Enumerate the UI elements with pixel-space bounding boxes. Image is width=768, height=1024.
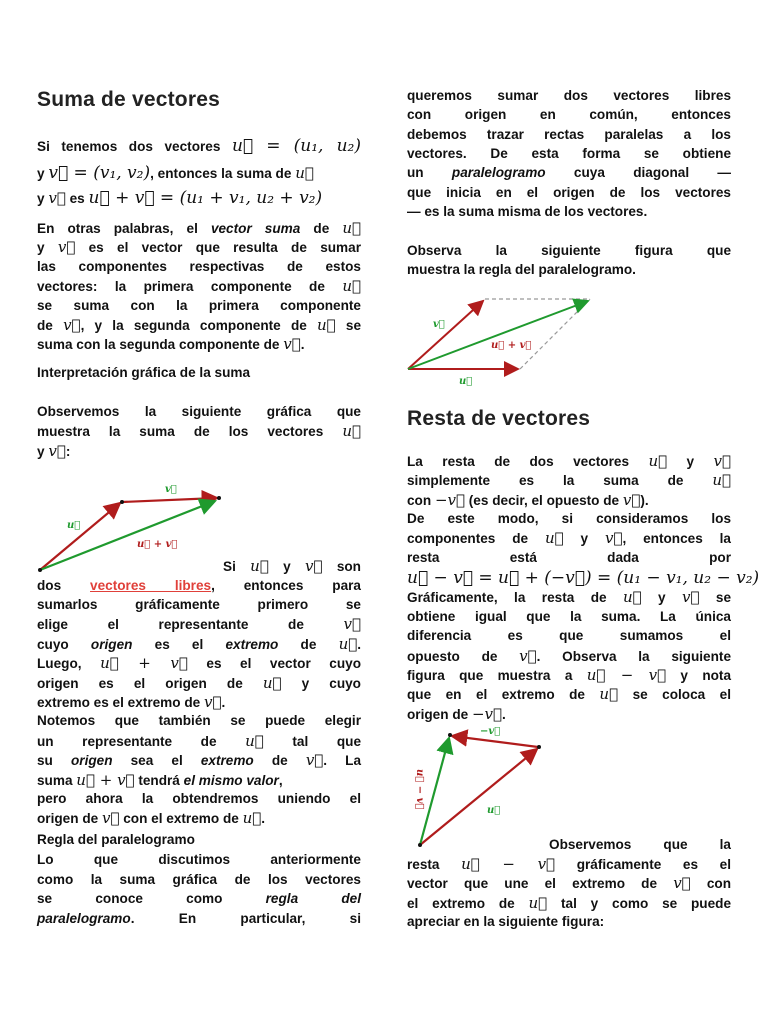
paragraph-line: debemos trazar rectas paralelas a los <box>407 127 731 142</box>
paragraph-line: vectores: la primera componente de u⃗ <box>37 277 361 295</box>
paragraph-line: cuyo origen es el extremo de u⃗. <box>37 635 362 653</box>
paragraph-line: Luego, u⃗ + v⃗ es el vector cuyo <box>37 654 361 672</box>
math-u-def: u⃗ = (u₁, u₂) <box>231 136 361 156</box>
paragraph-line: Observemos que la <box>549 837 731 852</box>
paragraph-line: muestra la suma de los vectores u⃗ <box>37 422 361 440</box>
paragraph-line: apreciar en la siguiente figura: <box>407 914 605 929</box>
subtitle-paralelogramo: Regla del paralelogramo <box>37 832 195 847</box>
vector-sum-figure <box>37 470 237 580</box>
fig3-label-negv: −v⃗ <box>480 726 501 737</box>
math-v-def: v⃗ = (v₁, v₂) <box>48 163 151 183</box>
paragraph-line: Observemos la siguiente gráfica que <box>37 404 361 419</box>
paragraph-line: vectores. De esta forma se obtiene <box>407 146 731 161</box>
paragraph-line: suma u⃗ + v⃗ tendrá el mismo valor, <box>37 771 283 789</box>
paragraph-line: resta está dada por <box>407 550 731 565</box>
paragraph-line: diferencia es que sumamos el <box>407 628 731 643</box>
paragraph-line: Si tenemos dos vectores u⃗ = (u₁, u₂) <box>37 136 361 156</box>
vectores-libres-link[interactable]: vectores libres <box>90 578 212 593</box>
paragraph-line: se suma con la primera componente <box>37 298 361 313</box>
paragraph-line: origen de −v⃗. <box>407 705 506 723</box>
paragraph-line: En otras palabras, el vector suma de u⃗ <box>37 219 362 237</box>
paragraph-line: de v⃗, y la segunda componente de u⃗ se <box>37 316 362 334</box>
paragraph-line: con −v⃗ (es decir, el opuesto de v⃗). <box>407 491 649 509</box>
paragraph-line: pero ahora la obtendremos uniendo el <box>37 791 361 806</box>
parallelogram-figure <box>407 290 607 390</box>
math-resta-def: u⃗ − v⃗ = u⃗ + (−v⃗) = (u₁ − v₁, u₂ − v₂) <box>407 568 760 588</box>
paragraph-line: muestra la regla del paralelogramo. <box>407 262 636 277</box>
vector-u-arrow <box>40 503 120 570</box>
paragraph-line: que en el extremo de u⃗ se coloca el <box>407 685 732 703</box>
paragraph-line: La resta de dos vectores u⃗ y v⃗ <box>407 452 731 470</box>
paragraph-line: elige el representante de v⃗ <box>37 615 361 633</box>
subtitle-interpretacion: Interpretación gráfica de la suma <box>37 365 251 380</box>
paragraph-line: vector que une el extremo de v⃗ con <box>407 874 732 892</box>
fig1-label-u: u⃗ <box>67 520 81 531</box>
fig2-label-v: v⃗ <box>433 319 445 330</box>
parallel-line-right <box>520 299 590 369</box>
paragraph-line: extremo es el extremo de v⃗. <box>37 693 226 711</box>
paragraph-line: dos vectores libres, entonces para <box>37 578 361 593</box>
fig1-label-v: v⃗ <box>165 484 177 495</box>
paragraph-line: componentes de u⃗ y v⃗, entonces la <box>407 529 731 547</box>
paragraph-line: simplemente es la suma de u⃗ <box>407 471 731 489</box>
fig3-label-u: u⃗ <box>487 805 501 816</box>
paragraph-line: un representante de u⃗ tal que <box>37 732 362 750</box>
paragraph-line: queremos sumar dos vectores libres <box>407 88 731 103</box>
paragraph-line: opuesto de v⃗. Observa la siguiente <box>407 647 732 665</box>
fig2-label-u: u⃗ <box>459 376 473 387</box>
vector-sum-arrow <box>408 301 588 369</box>
paragraph-line: con origen en común, entonces <box>407 107 731 122</box>
vector-u-arrow <box>420 749 537 845</box>
paragraph-line: paralelogramo. En particular, si <box>37 911 361 926</box>
paragraph-line: un paralelogramo cuya diagonal — <box>407 165 731 180</box>
paragraph-line: origen de v⃗ con el extremo de u⃗. <box>37 809 266 827</box>
vector-difference-figure <box>407 725 547 850</box>
paragraph-line: y v⃗ es el vector que resulta de sumar <box>37 238 361 256</box>
paragraph-line: Gráficamente, la resta de u⃗ y v⃗ se <box>407 588 732 606</box>
paragraph-line <box>407 568 760 588</box>
paragraph-line: De este modo, si consideramos los <box>407 511 731 526</box>
paragraph-line: obtiene igual que la suma. La única <box>407 609 731 624</box>
paragraph-line: y v⃗: <box>37 442 71 460</box>
vector-neg-v-arrow <box>452 736 538 747</box>
paragraph-line: suma con la segunda componente de v⃗. <box>37 335 305 353</box>
paragraph-line: resta u⃗ − v⃗ gráficamente es el <box>407 855 731 873</box>
paragraph-line: Si u⃗ y v⃗ son <box>223 557 361 575</box>
paragraph-line: Notemos que también se puede elegir <box>37 713 361 728</box>
paragraph-line: como la suma gráfica de los vectores <box>37 872 361 887</box>
paragraph-line: el extremo de u⃗ tal y como se puede <box>407 894 732 912</box>
fig2-label-sum: u⃗ + v⃗ <box>491 340 532 351</box>
fig3-label-diff: u⃗ − v⃗ <box>414 769 425 810</box>
vector-v-arrow <box>408 301 483 369</box>
vector-sum-arrow <box>40 501 215 570</box>
paragraph-line: origen es el origen de u⃗ y cuyo <box>37 674 361 692</box>
paragraph-line: sumarlos gráficamente primero se <box>37 597 361 612</box>
paragraph-line: su origen sea el extremo de v⃗. La <box>37 751 362 769</box>
paragraph-line: figura que muestra a u⃗ − v⃗ y nota <box>407 666 732 684</box>
vector-v-arrow <box>122 498 217 502</box>
paragraph-line: y v⃗ = (v₁, v₂), entonces la suma de u⃗ <box>37 163 314 183</box>
paragraph-line: se conoce como regla del <box>37 891 361 906</box>
paragraph-line: Lo que discutimos anteriormente <box>37 852 361 867</box>
section-title-resta: Resta de vectores <box>407 407 591 430</box>
fig1-label-sum: u⃗ + v⃗ <box>137 539 178 550</box>
paragraph-line: y v⃗ es u⃗ + v⃗ = (u₁ + v₁, u₂ + v₂) <box>37 188 323 208</box>
paragraph-line: que inicia en el origen de los vectores <box>407 185 731 200</box>
paragraph-line: — es la suma misma de los vectores. <box>407 204 648 219</box>
math-sum-def: u⃗ + v⃗ = (u₁ + v₁, u₂ + v₂) <box>88 188 323 208</box>
paragraph-line: las componentes respectivas de estos <box>37 259 361 274</box>
paragraph-line: Observa la siguiente figura que <box>407 243 731 258</box>
section-title-suma: Suma de vectores <box>37 88 220 111</box>
